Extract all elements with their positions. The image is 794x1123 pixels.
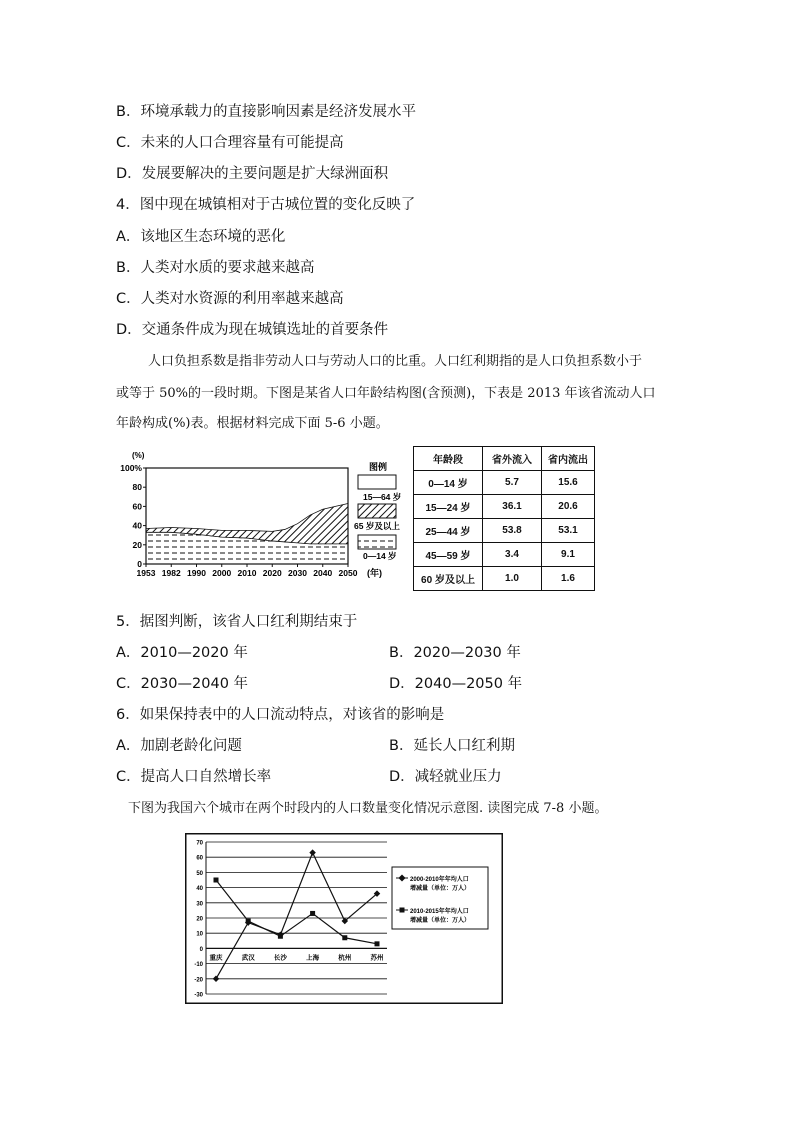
- y-tick-label: 10: [196, 931, 203, 938]
- q4-option-c: C．人类对水资源的利用率越来越高: [116, 291, 344, 307]
- table-cell: 45—59 岁: [414, 543, 483, 567]
- material1-line1: 人口负担系数是指非劳动人口与劳动人口的比重。人口红利期指的是人口负担系数小于: [148, 354, 643, 369]
- y-tick-label: -20: [194, 977, 203, 984]
- option-c-prev: C．未来的人口合理容量有可能提高: [116, 135, 344, 151]
- q5-option-c: C．2030—2040 年: [116, 676, 249, 692]
- legend-swatch-children: [358, 535, 396, 549]
- data-point-square: [246, 919, 251, 924]
- y-tick-label: -30: [194, 992, 203, 999]
- q4-option-a: A．该地区生态环境的恶化: [116, 229, 286, 245]
- legend-label-2000-l1: 2000-2010年年均人口: [410, 877, 469, 883]
- q4-option-b: B．人类对水质的要求越来越高: [116, 260, 315, 276]
- y-tick-label: 20: [132, 539, 142, 550]
- data-point-square: [278, 934, 283, 939]
- legend-swatch-working-age: [358, 475, 396, 489]
- material2-text: 下图为我国六个城市在两个时段内的人口数量变化情况示意图. 读图完成 7-8 小题。: [128, 801, 608, 816]
- table-cell: 15.6: [542, 471, 595, 495]
- legend-label-working-age: 15—64 岁: [363, 492, 402, 502]
- table-header: 省内流出: [542, 447, 595, 471]
- y-tick-label: -10: [194, 962, 203, 969]
- table-row: [414, 543, 595, 567]
- table-row: [414, 519, 595, 543]
- table-cell: 0—14 岁: [414, 471, 483, 495]
- y-tick-label: 40: [132, 520, 142, 531]
- area-plot: [146, 504, 348, 564]
- y-tick-label: 60: [132, 501, 142, 512]
- data-point-square: [375, 941, 380, 946]
- x-tick-label: 苏州: [370, 954, 384, 962]
- x-tick-label: 2050: [338, 568, 358, 578]
- x-tick-label: 1953: [136, 568, 156, 578]
- table-cell: 3.4: [483, 543, 542, 567]
- x-tick-label: 1982: [161, 568, 181, 578]
- x-tick-label: 2030: [288, 568, 307, 578]
- legend-title: 图例: [369, 462, 388, 472]
- y-tick-label: 30: [196, 901, 203, 908]
- x-unit-label: (年): [367, 568, 382, 578]
- y-tick-label: 0: [199, 946, 203, 953]
- q4-option-d: D．交通条件成为现在城镇选址的首要条件: [116, 322, 389, 338]
- question-6: 6．如果保持表中的人口流动特点，对该省的影响是: [116, 707, 445, 723]
- x-tick-label: 长沙: [273, 954, 287, 962]
- option-b-prev: B．环境承载力的直接影响因素是经济发展水平: [116, 104, 416, 120]
- x-tick-label: 2000: [212, 568, 232, 578]
- legend-label-elderly: 65 岁及以上: [354, 521, 400, 531]
- y-tick-label: 80: [132, 482, 142, 493]
- data-point-square: [214, 878, 219, 883]
- data-point-square: [342, 935, 347, 940]
- q5-option-b: B．2020—2030 年: [389, 645, 521, 661]
- table-cell: 1.6: [542, 567, 595, 591]
- y-axis-ticks: [120, 463, 146, 569]
- x-tick-label: 2010: [237, 568, 257, 578]
- q6-option-d: D．减轻就业压力: [389, 769, 502, 785]
- x-tick-label: 2040: [313, 568, 333, 578]
- x-tick-label: 1990: [187, 568, 206, 578]
- material1-line3: 年龄构成(%)表。根据材料完成下面 5-6 小题。: [116, 416, 389, 431]
- table-row: [414, 567, 595, 591]
- age-structure-chart: [116, 448, 410, 580]
- x-tick-label: 武汉: [241, 954, 255, 962]
- table-cell: 5.7: [483, 471, 542, 495]
- legend-marker-square: [400, 908, 405, 913]
- y-tick-label: 0: [137, 559, 142, 569]
- x-tick-label: 重庆: [209, 954, 223, 962]
- table-cell: 53.1: [542, 519, 595, 543]
- legend-label-2000-l2: 增减量（单位：万人）: [410, 886, 471, 892]
- x-tick-label: 杭州: [338, 954, 352, 962]
- q6-option-c: C．提高人口自然增长率: [116, 769, 272, 785]
- y-tick-label: 20: [196, 916, 203, 923]
- age-structure-table: [413, 446, 595, 591]
- table-cell: 25—44 岁: [414, 519, 483, 543]
- legend-swatch-elderly: [358, 504, 396, 518]
- question-4: 4．图中现在城镇相对于古城位置的变化反映了: [116, 197, 416, 213]
- legend-label-children: 0—14 岁: [363, 551, 397, 561]
- table-header: 省外流入: [483, 447, 542, 471]
- material1-line2: 或等于 50%的一段时期。下图是某省人口年龄结构图(含预测)，下表是 2013 年该省流动人口: [116, 386, 656, 401]
- x-tick-label: 上海: [306, 954, 320, 962]
- table-cell: 1.0: [483, 567, 542, 591]
- legend-label-2010-l1: 2010-2015年年均人口: [410, 909, 469, 915]
- table-cell: 9.1: [542, 543, 595, 567]
- table-row: [414, 471, 595, 495]
- table-cell: 15—24 岁: [414, 495, 483, 519]
- x-tick-label: 2020: [262, 568, 282, 578]
- y-tick-label: 40: [196, 886, 203, 893]
- y-tick-label: 60: [196, 855, 203, 862]
- data-point-square: [310, 911, 315, 916]
- table-cell: 36.1: [483, 495, 542, 519]
- city-population-chart: [185, 833, 503, 1004]
- q6-option-a: A．加剧老龄化问题: [116, 738, 242, 754]
- q5-option-a: A．2010—2020 年: [116, 645, 248, 661]
- x-axis-ticks: [137, 564, 358, 578]
- y-tick-label: 100%: [120, 463, 142, 473]
- legend-label-2010-l2: 增减量（单位：万人）: [410, 918, 471, 924]
- y-unit-label: (%): [132, 451, 145, 460]
- y-tick-label: 50: [196, 870, 203, 877]
- table-cell: 53.8: [483, 519, 542, 543]
- table-cell: 20.6: [542, 495, 595, 519]
- q6-option-b: B．延长人口红利期: [389, 738, 515, 754]
- table-row: [414, 495, 595, 519]
- question-5: 5．据图判断，该省人口红利期结束于: [116, 614, 358, 630]
- table-cell: 60 岁及以上: [414, 567, 483, 591]
- option-d-prev: D．发展要解决的主要问题是扩大绿洲面积: [116, 166, 389, 182]
- y-tick-label: 70: [196, 840, 203, 847]
- q5-option-d: D．2040—2050 年: [389, 676, 523, 692]
- table-header: 年龄段: [414, 447, 483, 471]
- table-header-row: [414, 447, 595, 471]
